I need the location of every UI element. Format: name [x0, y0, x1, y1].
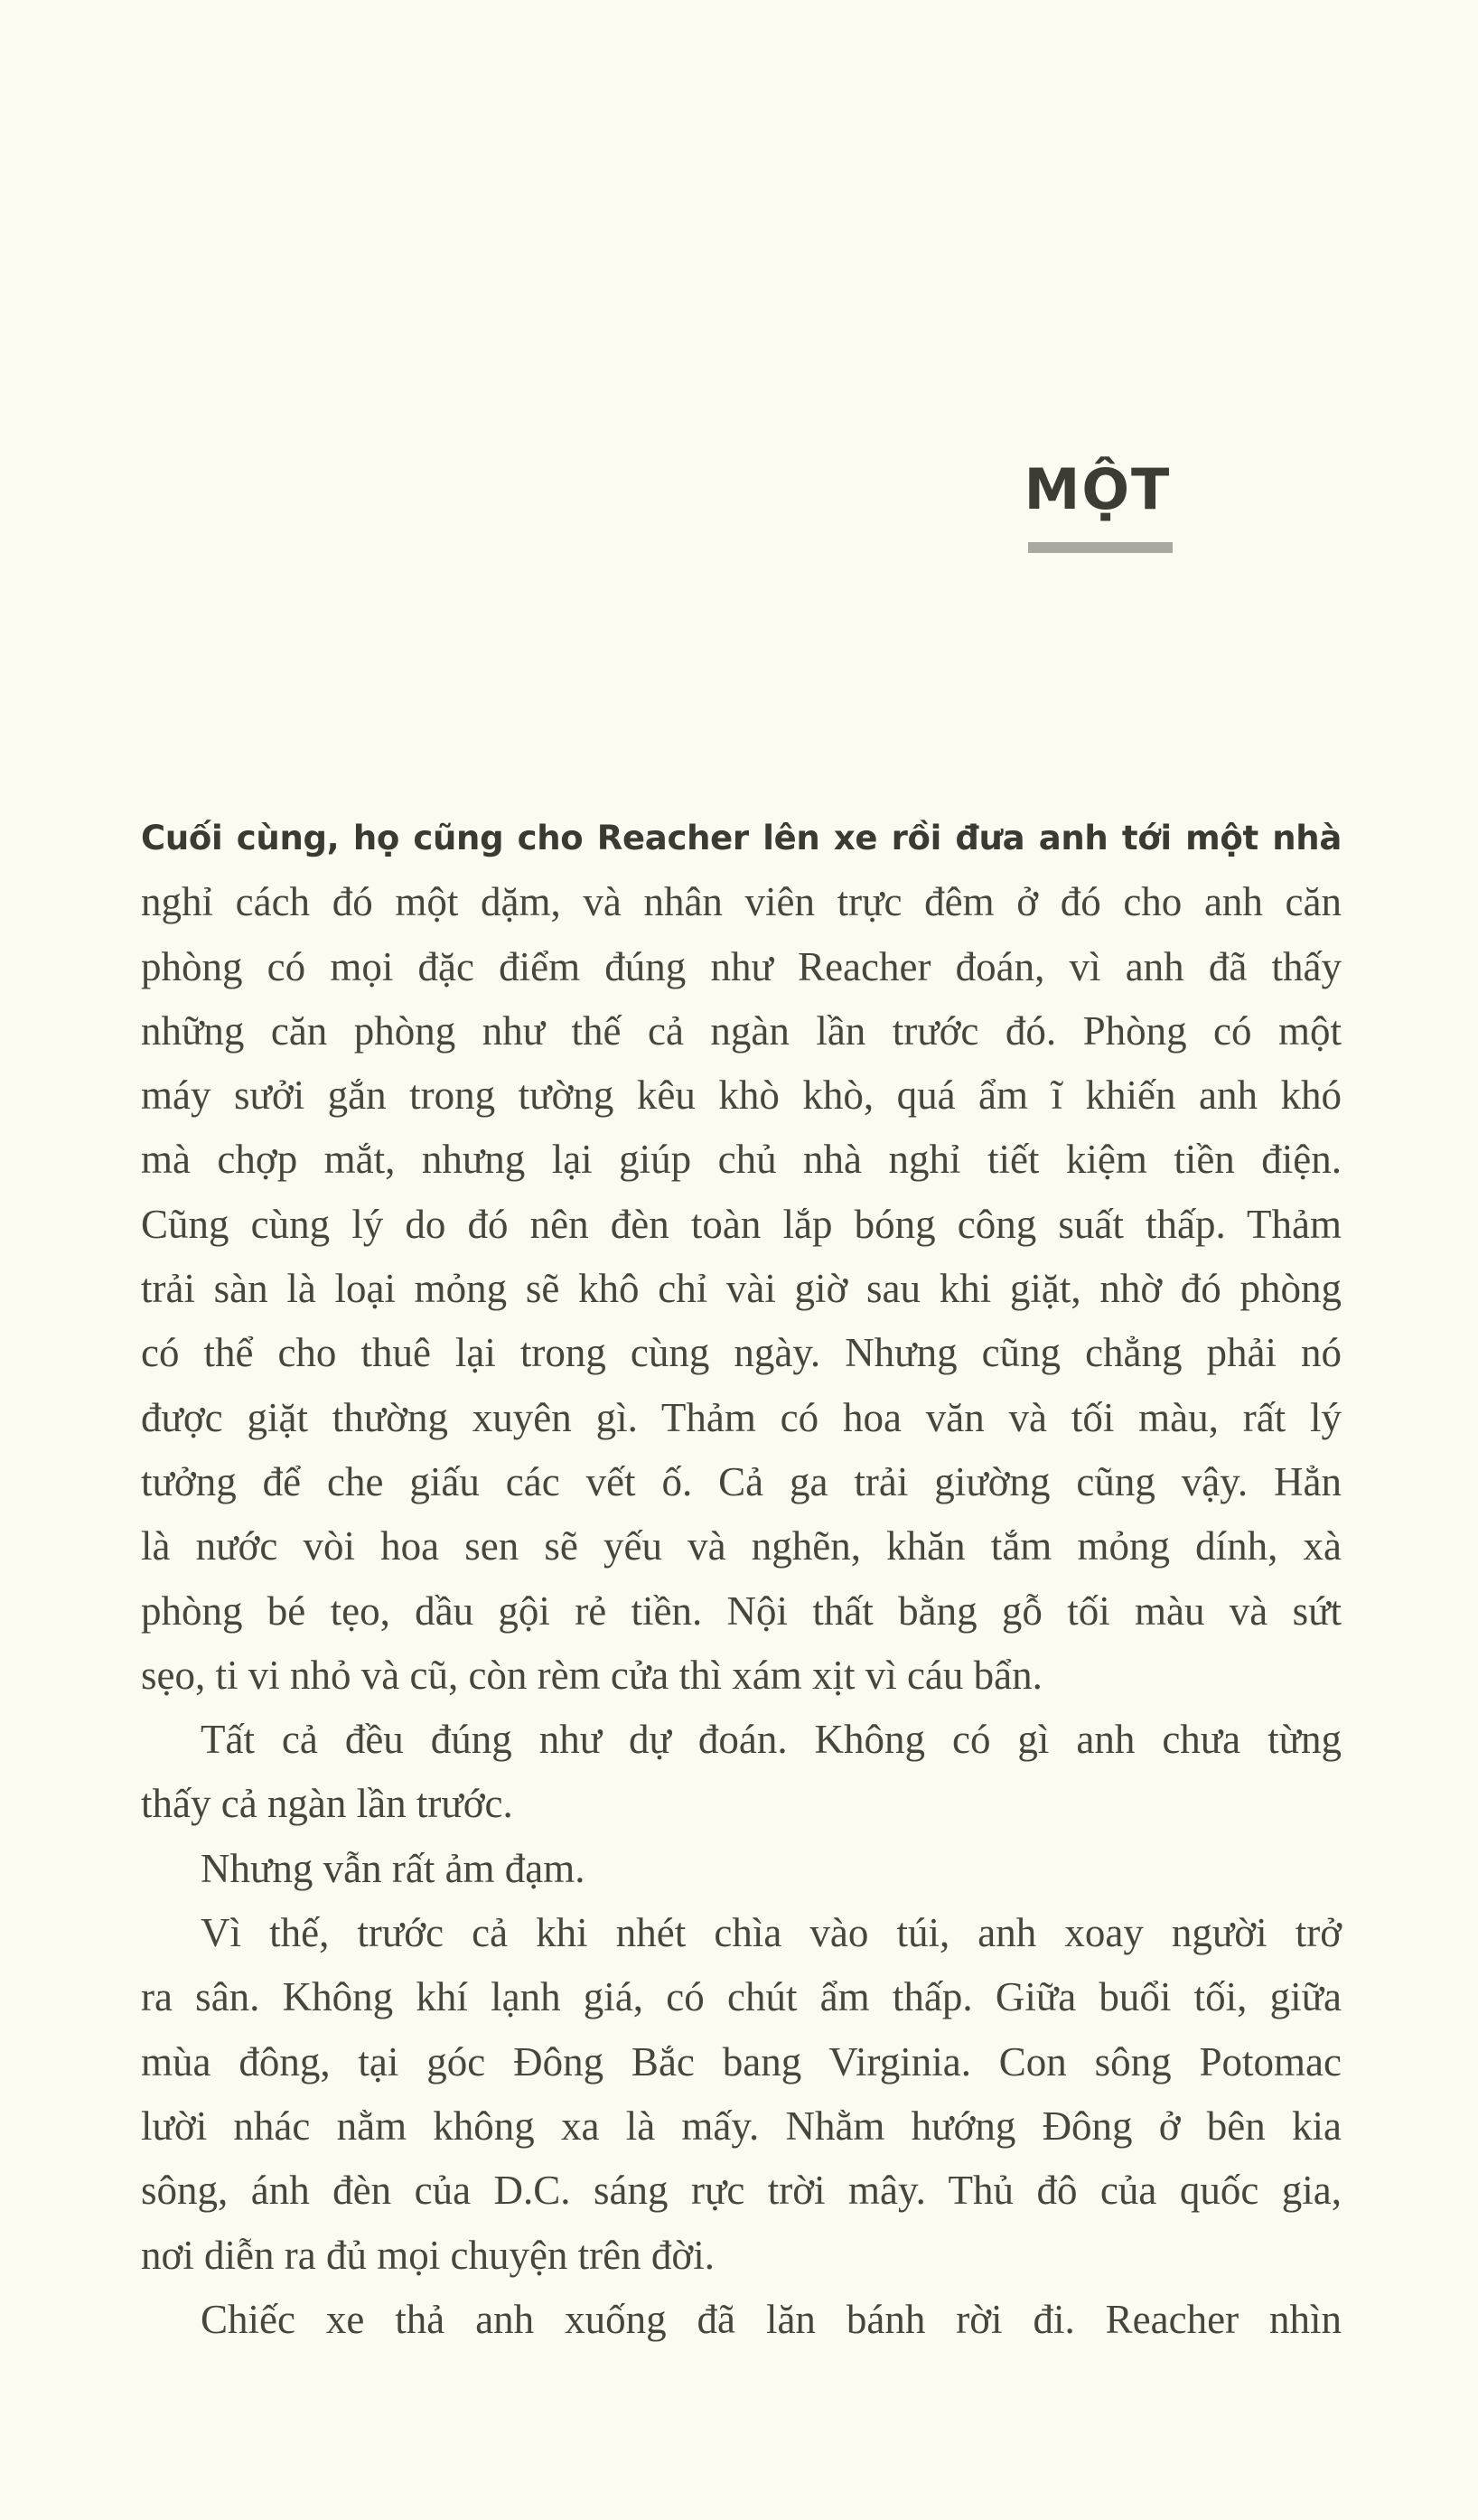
- text-line: nơi diễn ra đủ mọi chuyện trên đời.: [141, 2232, 715, 2278]
- text-line: những căn phòng như thế cả ngàn lần trước đó. Phòng có một: [141, 1007, 1342, 1054]
- text-line: trải sàn là loại mỏng sẽ khô chỉ vài giờ sau khi giặt, nhờ đó phòng: [141, 1266, 1342, 1312]
- paragraph: [141, 806, 1342, 1708]
- paragraph: [141, 2288, 1342, 2352]
- text-line: sẹo, ti vi nhỏ và cũ, còn rèm cửa thì xám xịt vì cáu bẩn.: [141, 1652, 1043, 1698]
- text-line: có thể cho thuê lại trong cùng ngày. Nhưng cũng chẳng phải nó: [141, 1330, 1342, 1376]
- text-line: tưởng để che giấu các vết ố. Cả ga trải giường cũng vậy. Hẳn: [141, 1458, 1342, 1504]
- text-line: sông, ánh đèn của D.C. sáng rực trời mây. Thủ đô của quốc gia,: [141, 2168, 1342, 2214]
- text-line: là nước vòi hoa sen sẽ yếu và nghẽn, khăn tắm mỏng dính, xà: [141, 1523, 1342, 1569]
- paragraph: [141, 1837, 1342, 1901]
- text-line: thấy cả ngàn lần trước.: [141, 1781, 513, 1827]
- text-line: lười nhác nằm không xa là mấy. Nhằm hướng Đông ở bên kia: [141, 2103, 1342, 2149]
- chapter-title: MỘT: [1024, 456, 1172, 522]
- text-line: Nhưng vẫn rất ảm đạm.: [201, 1845, 585, 1891]
- text-line: máy sưởi gắn trong tường kêu khò khò, quá ẩm ĩ khiến anh khó: [141, 1073, 1342, 1119]
- paragraph: [141, 1901, 1342, 2288]
- text-line: Tất cả đều đúng như dự đoán. Không có gì anh chưa từng: [201, 1717, 1342, 1763]
- text-line: Vì thế, trước cả khi nhét chìa vào túi, anh xoay người trở: [201, 1910, 1342, 1956]
- opening-line: Cuối cùng, họ cũng cho Reacher lên xe rồi đưa anh tới một nhà: [141, 819, 1342, 857]
- text-line: ra sân. Không khí lạnh giá, có chút ẩm thấp. Giữa buổi tối, giữa: [141, 1974, 1342, 2020]
- text-line: phòng bé tẹo, dầu gội rẻ tiền. Nội thất bằng gỗ tối màu và sứt: [141, 1588, 1342, 1634]
- text-line: Chiếc xe thả anh xuống đã lăn bánh rời đi. Reacher nhìn: [201, 2296, 1342, 2342]
- chapter-title-underline: [1028, 542, 1173, 553]
- text-line: mà chợp mắt, nhưng lại giúp chủ nhà nghỉ tiết kiệm tiền điện.: [141, 1137, 1342, 1183]
- text-line: nghỉ cách đó một dặm, và nhân viên trực đêm ở đó cho anh căn: [141, 879, 1342, 925]
- text-line: Cũng cùng lý do đó nên đèn toàn lắp bóng công suất thấp. Thảm: [141, 1201, 1342, 1247]
- paragraph: [141, 1708, 1342, 1837]
- text-line: mùa đông, tại góc Đông Bắc bang Virginia. Con sông Potomac: [141, 2038, 1342, 2084]
- text-line: phòng có mọi đặc điểm đúng như Reacher đoán, vì anh đã thấy: [141, 943, 1342, 989]
- body-text: [141, 806, 1342, 2352]
- text-line: được giặt thường xuyên gì. Thảm có hoa văn và tối màu, rất lý: [141, 1394, 1342, 1440]
